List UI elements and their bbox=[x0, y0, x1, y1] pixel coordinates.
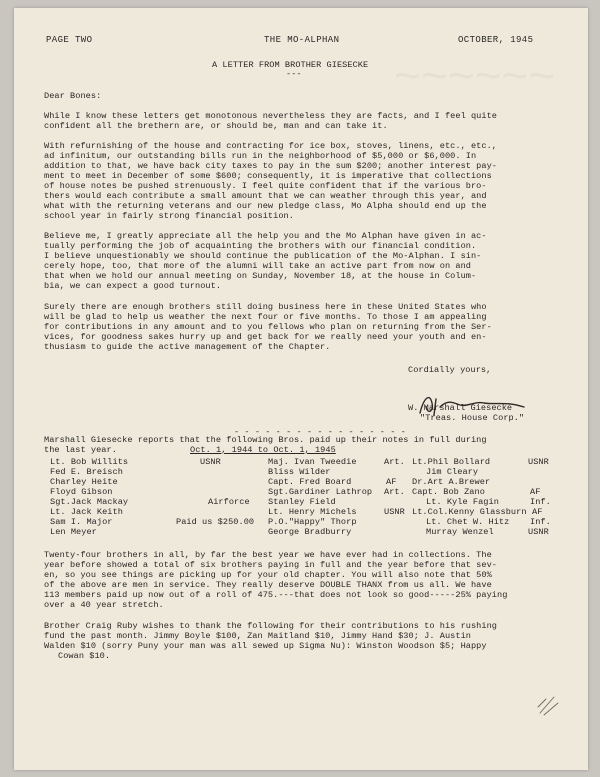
pencil-mark-icon bbox=[534, 693, 564, 719]
signer-name: W. Marshall Giesecke bbox=[408, 403, 513, 413]
text-line: While I know these letters get monotonous nevertheless they are facts, and I feel quite bbox=[44, 111, 498, 121]
text-line: fund the past month. Jimmy Boyle $100, Zan Maitland $10, Jimmy Hand $30; J. Austin bbox=[44, 631, 471, 641]
text-line: thers would each contribute a small amount that we can weather through this year, and bbox=[44, 191, 487, 201]
brother-name: Sam I. Major bbox=[50, 517, 113, 527]
text-line: I believe unquestionably we should continue the publication of the Mo-Alphan. I sin- bbox=[44, 251, 482, 261]
brother-name: Sgt.Jack Mackay bbox=[50, 497, 129, 507]
text-line: ad infinitum, our outstanding bills run in the neighborhood of $5,000 or $6,000. In bbox=[44, 151, 477, 161]
brother-name: Dr.Art A.Brewer bbox=[412, 477, 491, 487]
text-line: bia, we can expect a good turnout. bbox=[44, 281, 222, 291]
text-line: will be glad to help us weather the next four or five months. To those I am appealing bbox=[44, 312, 487, 322]
brother-name: Murray Wenzel bbox=[426, 527, 494, 537]
brother-name: Maj. Ivan Tweedie bbox=[268, 457, 357, 467]
brother-name: Lt.Phil Bollard bbox=[412, 457, 491, 467]
letter-title-mark: --- bbox=[286, 69, 302, 79]
text-line: thusiasm to guide the active management of the Chapter. bbox=[44, 342, 331, 352]
brother-name: Lt. Bob Willits bbox=[50, 457, 129, 467]
text-line: over a 40 year stretch. bbox=[44, 600, 164, 610]
brother-name: Bliss Wilder bbox=[268, 467, 331, 477]
brother-note: Inf. bbox=[530, 497, 551, 507]
text-line: Brother Craig Ruby wishes to thank the following for their contributions to his rushing bbox=[44, 621, 498, 631]
brother-name: Stanley Field bbox=[268, 497, 336, 507]
issue-date: OCTOBER, 1945 bbox=[458, 35, 534, 45]
text-line: cerely hope, too, that more of the alumni will take an active part from now on and bbox=[44, 261, 471, 271]
text-line: Walden $10 (sorry Puny your man was all sewed up Sigma Nu): Winston Woodson $5; Happy bbox=[44, 641, 487, 651]
brother-note: Art. bbox=[384, 457, 405, 467]
brother-name: Lt. Kyle Fagin bbox=[426, 497, 499, 507]
brother-name: Fed E. Breisch bbox=[50, 467, 123, 477]
brother-note: Inf. bbox=[530, 517, 551, 527]
brother-note: USNR bbox=[200, 457, 221, 467]
newsletter-title: THE MO-ALPHAN bbox=[264, 35, 340, 45]
brother-name: Charley Heite bbox=[50, 477, 118, 487]
brother-note: Paid us $250.00 bbox=[176, 517, 255, 527]
text-line: With refurnishing of the house and contracting for ice box, stoves, linens, etc., etc., bbox=[44, 141, 498, 151]
text-line: addition to that, we have back city taxes to pay in the sum $200; another interest pay- bbox=[44, 161, 498, 171]
brother-name: Floyd Gibson bbox=[50, 487, 113, 497]
report-period: Oct. 1, 1944 to Oct. 1, 1945 bbox=[190, 445, 336, 455]
signer-title: "Treas. House Corp." bbox=[420, 413, 525, 423]
brother-note: USNR bbox=[384, 507, 405, 517]
brother-name: P.O."Happy" Thorp bbox=[268, 517, 357, 527]
brother-name: Lt. Jack Keith bbox=[50, 507, 123, 517]
text-line: en, so you see things are picking up for your old chapter. You will also note that 50% bbox=[44, 570, 492, 580]
text-line: 113 members paid up now out of a roll of 475.---that does not look so good-----25% paying bbox=[44, 590, 508, 600]
text-line: Twenty-four brothers in all, by far the best year we have ever had in collections. The bbox=[44, 550, 492, 560]
text-line: school year in fairly strong financial position. bbox=[44, 211, 294, 221]
bleed-through-watermark: ~~~~~~ bbox=[394, 49, 556, 101]
text-line: of house notes be pushed strenuously. I feel quite confident that if the various bro- bbox=[44, 181, 487, 191]
text-line: year before showed a total of six brothers paying in full and the year before that sev- bbox=[44, 560, 498, 570]
text-line: Cowan $10. bbox=[58, 651, 111, 661]
brother-name: Lt.Col.Kenny Glassburn bbox=[412, 507, 527, 517]
brother-note: AF bbox=[530, 487, 541, 497]
newsletter-page bbox=[14, 8, 588, 770]
brother-name: Jim Cleary bbox=[426, 467, 479, 477]
brother-name: Lt. Chet W. Hitz bbox=[426, 517, 510, 527]
brother-name: Capt. Bob Zano bbox=[412, 487, 485, 497]
text-line: confident all the brethern are, or should be, man and can take it. bbox=[44, 121, 388, 131]
salutation: Dear Bones: bbox=[44, 91, 102, 101]
brother-name: Len Meyer bbox=[50, 527, 97, 537]
text-line: that when we hold our annual meeting on Sunday, November 18, at the house in Colum- bbox=[44, 271, 477, 281]
letter-title: A LETTER FROM BROTHER GIESECKE bbox=[212, 60, 369, 70]
brother-name: Lt. Henry Michels bbox=[268, 507, 357, 517]
closing: Cordially yours, bbox=[408, 365, 492, 375]
brother-note: AF bbox=[386, 477, 397, 487]
brother-name: Sgt.Gardiner Lathrop bbox=[268, 487, 373, 497]
page-label: PAGE TWO bbox=[46, 35, 93, 45]
report-intro: Marshall Giesecke reports that the following Bros. paid up their notes in full during bbox=[44, 435, 487, 445]
brother-note: Art. bbox=[384, 487, 405, 497]
text-line: what with the returning veterans and our new pledge class, Mo Alpha should end up the bbox=[44, 201, 487, 211]
text-line: ment to meet in December of some $600; consequently, it is imperative that collections bbox=[44, 171, 492, 181]
text-line: for contributions in any amount and to you fellows who plan on returning from the Ser- bbox=[44, 322, 492, 332]
text-line: of the above are men in service. They really deserve DOUBLE THANX from us all. We have bbox=[44, 580, 492, 590]
text-line: Surely there are enough brothers still doing business here in these United States who bbox=[44, 302, 487, 312]
brother-note: USNR bbox=[528, 457, 549, 467]
brother-name: George Bradburry bbox=[268, 527, 352, 537]
text-line: Believe me, I greatly appreciate all the help you and the Mo Alphan have given in ac- bbox=[44, 231, 487, 241]
brother-note: AF bbox=[532, 507, 543, 517]
brother-note: Airforce bbox=[208, 497, 250, 507]
section-divider: - - - - - - - - - - - - - - - - - bbox=[234, 427, 406, 437]
brother-name: Capt. Fred Board bbox=[268, 477, 352, 487]
brother-note: USNR bbox=[528, 527, 549, 537]
text-line: tually performing the job of acquainting the brothers with our financial condition. bbox=[44, 241, 477, 251]
report-intro-end: the last year. bbox=[44, 445, 117, 455]
text-line: vices, for goodness sakes hurry up and get back for we really need your youth and en- bbox=[44, 332, 487, 342]
